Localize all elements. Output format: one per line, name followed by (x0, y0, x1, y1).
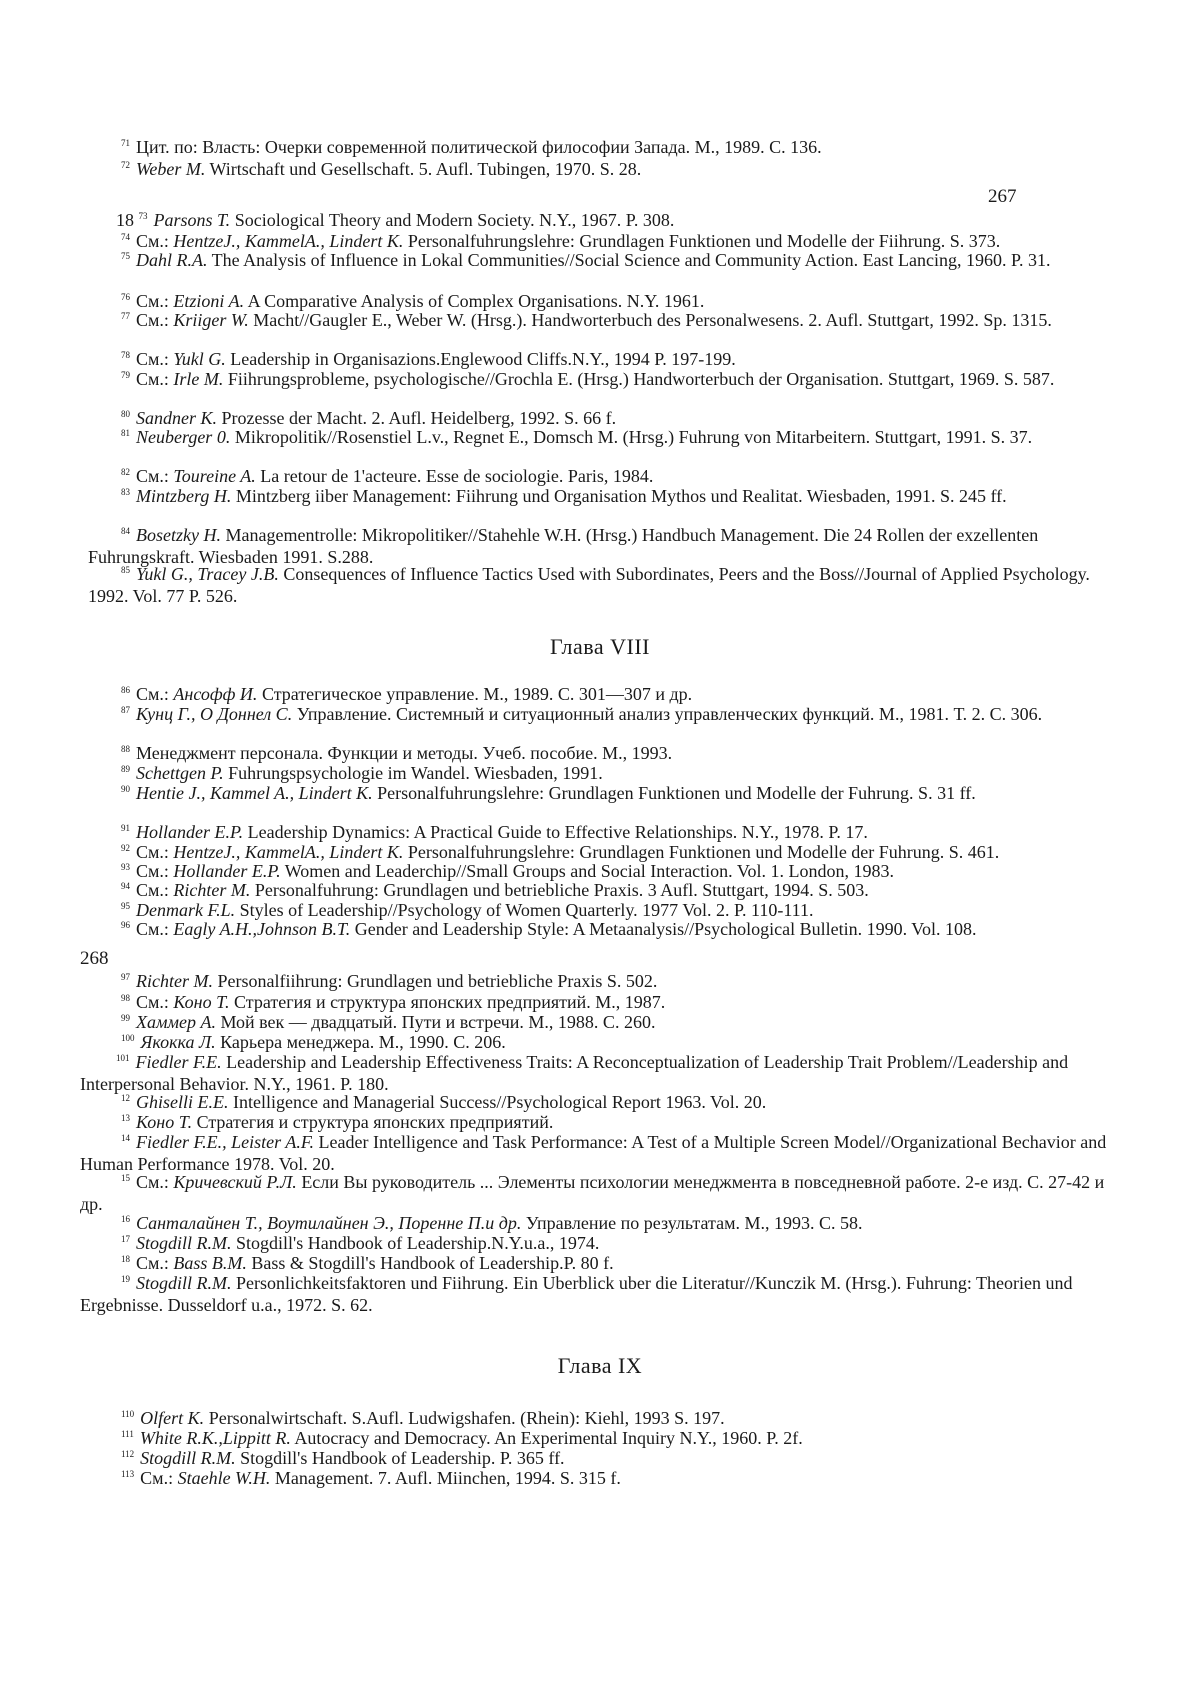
footnote: $^{93}$ См.: Hollander E.P. Women and Leaderchip//Small Groups and Social Interaction. Vol. 1. London, 1983. (121, 861, 895, 881)
page-number: 267 (988, 186, 1017, 207)
footnote: $^{110}$ Olfert K. Personalwirtschaft. S.Aufl. Ludwigshafen. (Rhein): Kiehl, 1993 S. 197. (121, 1408, 725, 1428)
footnote: $^{14}$ Fiedler F.E., Leister A.F. Leader Intelligence and Task Performance: A Test of a Multiple Screen Model//Organizational Bechavior and Human Performance 1978. Vol. 20. (80, 1132, 1107, 1174)
footnote: $^{98}$ См.: Коно Т. Стратегия и структура японских предприятий. М., 1987. (121, 992, 666, 1012)
lead-number: 18 (116, 210, 134, 230)
footnote: $^{100}$ Якокка Л. Карьера менеджера. М., 1990. С. 206. (121, 1032, 506, 1052)
footnote: $^{96}$ См.: Eagly A.H.,Johnson B.T. Gender and Leadership Style: A Metaanalysis//Psychological Bulletin. 1990. Vol. 108. (121, 919, 977, 939)
footnote: $^{86}$ См.: Ансофф И. Стратегическое управление. М., 1989. С. 301—307 и др. (121, 684, 693, 704)
footnote: $^{80}$ Sandner K. Prozesse der Macht. 2. Aufl. Heidelberg, 1992. S. 66 f. (121, 408, 617, 428)
footnote: $^{78}$ См.: Yukl G. Leadership in Organisazions.Englewood Cliffs.N.Y., 1994 P. 197-199. (121, 349, 736, 369)
footnote: $^{77}$ См.: Kriiger W. Macht//Gaugler E., Weber W. (Hrsg.). Handworterbuch des Personalwesens. 2. Aufl. Stuttgart, 1992. Sp. 1315. (121, 310, 1052, 330)
footnote: $^{19}$ Stogdill R.M. Personlichkeitsfaktoren und Fiihrung. Ein Uberblick uber die Literatur//Kunczik M. (Hrsg.). Fuhrung: Theorien und Ergebnisse. Dusseldorf u.a., 1972. S. 62. (80, 1273, 1073, 1315)
footnote: $^{97}$ Richter M. Personalfiihrung: Grundlagen und betriebliche Praxis S. 502. (121, 971, 658, 991)
footnote: $^{94}$ См.: Richter M. Personalfuhrung: Grundlagen und betriebliche Praxis. 3 Aufl. Stuttgart, 1994. S. 503. (121, 880, 869, 900)
footnote: $^{17}$ Stogdill R.M. Stogdill's Handbook of Leadership.N.Y.u.a., 1974. (121, 1233, 600, 1253)
chapter-heading: Глава VIII (549, 634, 651, 659)
footnote: $^{75}$ Dahl R.A. The Analysis of Influence in Lokal Communities//Social Science and Community Action. East Lancing, 1960. P. 31. (121, 250, 1051, 270)
footnote: $^{85}$ Yukl G., Tracey J.B. Consequences of Influence Tactics Used with Subordinates, Peers and the Boss//Journal of Applied Psychology. 1992. Vol. 77 P. 526. (88, 564, 1090, 606)
footnote: $^{18}$ См.: Bass B.M. Bass & Stogdill's Handbook of Leadership.P. 80 f. (121, 1253, 614, 1273)
footnote: 18 $^{73}$ Parsons T. Sociological Theory and Modern Society. N.Y., 1967. P. 308. (116, 210, 675, 230)
footnote: $^{71}$ Цит. по: Власть: Очерки современной политической философии Запада. М., 1989. С. 136. (121, 137, 822, 157)
footnote: $^{84}$ Bosetzky H. Managementrolle: Mikropolitiker//Stahehle W.H. (Hrsg.) Handbuch Management. Die 24 Rollen der exzellenten Fuhrungskraft. Wiesbaden 1991. S.288. (88, 525, 1039, 567)
footnote: $^{113}$ См.: Staehle W.H. Management. 7. Aufl. Miinchen, 1994. S. 315 f. (121, 1468, 621, 1488)
footnote: $^{76}$ См.: Etzioni A. A Comparative Analysis of Complex Organisations. N.Y. 1961. (121, 291, 705, 311)
page-number: 268 (80, 948, 109, 969)
footnote: $^{74}$ См.: HentzeJ., KammelA., Lindert K. Personalfuhrungslehre: Grundlagen Funktionen und Modelle der Fiihrung. S. 373. (121, 231, 1001, 251)
footnote: $^{15}$ См.: Кричевский Р.Л. Если Вы руководитель ... Элементы психологии менеджмента в повседневной работе. 2-е изд. С. 27-42 и др. (80, 1172, 1105, 1214)
footnote: $^{111}$ White R.K.,Lippitt R. Autocracy and Democracy. An Experimental Inquiry N.Y., 1960. P. 2f. (121, 1428, 803, 1448)
footnote: $^{83}$ Mintzberg H. Mintzberg iiber Management: Fiihrung und Organisation Mythos und Realitat. Wiesbaden, 1991. S. 245 ff. (121, 486, 1007, 506)
footnote: $^{16}$ Санталайнен Т., Воутилайнен Э., Поренне П.и др. Управление по результатам. М., 1993. С. 58. (121, 1213, 863, 1233)
footnote: $^{112}$ Stogdill R.M. Stogdill's Handbook of Leadership. P. 365 ff. (121, 1448, 565, 1468)
footnote: $^{72}$ Weber M. Wirtschaft und Gesellschaft. 5. Aufl. Tubingen, 1970. S. 28. (121, 159, 642, 179)
footnote: $^{99}$ Хаммер А. Мой век — двадцатый. Пути и встречи. М., 1988. С. 260. (121, 1012, 656, 1032)
footnote: $^{81}$ Neuberger 0. Mikropolitik//Rosenstiel L.v., Regnet E., Domsch M. (Hrsg.) Fuhrung von Mitarbeitern. Stuttgart, 1991. S. 37. (121, 427, 1033, 447)
footnote: $^{12}$ Ghiselli E.E. Intelligence and Managerial Success//Psychological Report 1963. Vol. 20. (121, 1092, 767, 1112)
footnote: $^{88}$ Менеджмент персонала. Функции и методы. Учеб. пособие. М., 1993. (121, 743, 673, 763)
footnote: $^{87}$ Кунц Г., О Доннел С. Управление. Системный и ситуационный анализ управленческих функций. М., 1981. Т. 2. С. 306. (121, 704, 1043, 724)
footnote: $^{95}$ Denmark F.L. Styles of Leadership//Psychology of Women Quarterly. 1977 Vol. 2. P. 110-111. (121, 900, 814, 920)
footnote: $^{90}$ Hentie J., Kammel A., Lindert K. Personalfuhrungslehre: Grundlagen Funktionen und Modelle der Fuhrung. S. 31 ff. (121, 783, 976, 803)
footnote: $^{13}$ Коно Т. Стратегия и структура японских предприятий. (121, 1112, 554, 1132)
footnote: $^{91}$ Hollander E.P. Leadership Dynamics: A Practical Guide to Effective Relationships. N.Y., 1978. P. 17. (121, 822, 868, 842)
chapter-heading: Глава IX (557, 1353, 643, 1378)
footnote: $^{89}$ Schettgen P. Fuhrungspsychologie im Wandel. Wiesbaden, 1991. (121, 763, 603, 783)
footnote: $^{101}$ Fiedler F.E. Leadership and Leadership Effectiveness Traits: A Reconceptualization of Leadership Trait Problem//Leadership and Interpersonal Behavior. N.Y., 1961. P. 180. (80, 1052, 1069, 1094)
footnote: $^{92}$ См.: HentzeJ., KammelA., Lindert K. Personalfuhrungslehre: Grundlagen Funktionen und Modelle der Fuhrung. S. 461. (121, 842, 1000, 862)
footnote: $^{82}$ См.: Toureine A. La retour de 1'acteure. Esse de sociologie. Paris, 1984. (121, 466, 654, 486)
footnote: $^{79}$ См.: Irle M. Fiihrungsprobleme, psychologische//Grochla E. (Hrsg.) Handworterbuch der Organisation. Stuttgart, 1969. S. 587. (121, 369, 1055, 389)
